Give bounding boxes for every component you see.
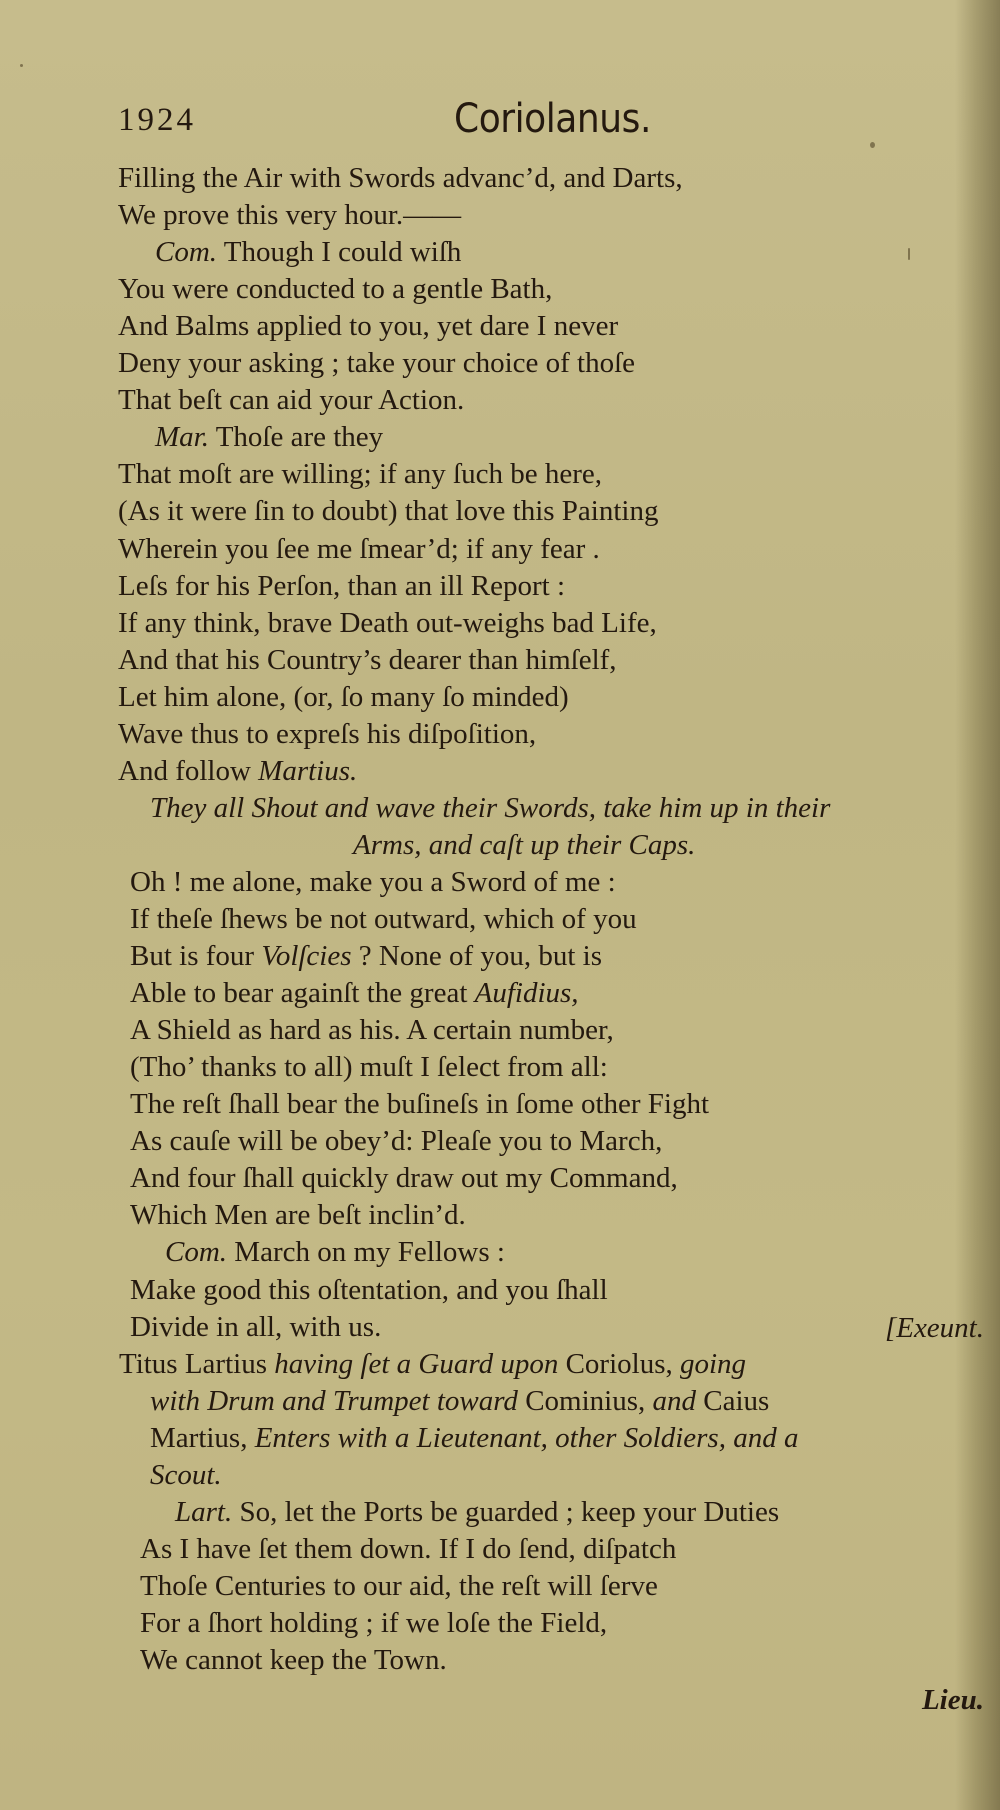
italic-segment: Scout. (150, 1458, 222, 1491)
catchword: Lieu. (921, 1684, 984, 1716)
text-line (130, 1272, 608, 1308)
text-line (118, 382, 464, 418)
text-line (130, 1197, 466, 1233)
italic-segment: and (652, 1384, 696, 1417)
text-line (140, 1642, 447, 1678)
text-line (140, 1531, 676, 1567)
page-header (0, 96, 1000, 146)
text-segment: If any think, brave Death out-weighs bad Life, (118, 606, 657, 639)
text-line (118, 308, 618, 344)
text-line (118, 531, 600, 567)
text-line (175, 1494, 779, 1530)
text-line (118, 345, 635, 381)
text-segment: Though I could wiſh (217, 236, 462, 269)
text-segment: March on my Fellows : (227, 1236, 505, 1269)
text-line (118, 493, 658, 529)
text-segment: Titus Lartius (119, 1347, 275, 1380)
text-line (130, 1160, 678, 1196)
text-segment: Martius, (150, 1421, 255, 1454)
stage-direction-exeunt: [Exeunt. (884, 1312, 984, 1344)
text-segment: That beſt can aid your Action. (118, 384, 465, 417)
italic-segment: Enters with a Lieutenant, other Soldiers, and a (254, 1421, 799, 1454)
text-line (155, 419, 383, 455)
italic-segment: Mar. (155, 421, 209, 454)
text-line (118, 716, 536, 752)
text-segment: Which Men are beſt inclin’d. (130, 1199, 466, 1232)
running-title: Coriolanus. (454, 96, 651, 142)
italic-segment: Com. (165, 1236, 228, 1269)
text-line (140, 1605, 607, 1641)
ink-speck (20, 64, 23, 67)
text-segment: Thoſe Centuries to our aid, the reſt will ſerve (140, 1569, 658, 1602)
text-segment: (As it were ſin to doubt) that love this Painting (118, 495, 659, 528)
ink-speck (870, 142, 875, 148)
text-segment: Oh ! me alone, make you a Sword of me : (130, 865, 616, 898)
text-segment: The reſt ſhall bear the buſineſs in ſome other Fight (130, 1088, 710, 1121)
text-segment: A Shield as hard as his. A certain number, (130, 1014, 614, 1047)
text-segment: Leſs for his Perſon, than an ill Report : (118, 569, 566, 602)
text-line (118, 642, 617, 678)
text-segment: And that his Country’s dearer than himſelf, (118, 643, 617, 676)
text-segment: Wave thus to expreſs his diſpoſition, (118, 717, 537, 750)
text-line (118, 197, 461, 233)
text-segment: But is four (130, 940, 262, 973)
text-segment: (Tho’ thanks to all) muſt I ſelect from all: (130, 1051, 608, 1084)
text-line (130, 1309, 381, 1345)
text-line (150, 790, 830, 826)
text-segment: We prove this very hour.—— (118, 199, 462, 232)
text-segment: As cauſe will be obey’d: Pleaſe you to March, (130, 1125, 663, 1158)
text-line (118, 271, 552, 307)
text-line (118, 753, 357, 789)
text-line (150, 1420, 798, 1456)
text-line (165, 1234, 505, 1270)
text-line (119, 1346, 746, 1382)
text-line (118, 568, 565, 604)
text-line (130, 901, 637, 937)
text-segment: Let him alone, (or, ſo many ſo minded) (118, 680, 569, 713)
text-segment: Filling the Air with Swords advanc’d, and Darts, (118, 162, 683, 194)
text-line (130, 1086, 709, 1122)
text-line (155, 234, 461, 270)
italic-segment: They all Shout and wave their Swords, take him up in their (150, 791, 831, 824)
text-segment: ? None of you, but is (351, 940, 603, 973)
italic-segment: with Drum and Trumpet toward (150, 1384, 518, 1417)
text-segment: That moſt are willing; if any ſuch be here, (118, 458, 602, 491)
text-line (353, 827, 695, 863)
text-segment: We cannot keep the Town. (140, 1644, 447, 1676)
text-segment: Coriolus, (558, 1347, 680, 1380)
text-segment: So, let the Ports be guarded ; keep your Duties (232, 1495, 780, 1528)
text-line (118, 679, 569, 715)
text-line (118, 160, 683, 196)
text-segment: Thoſe are they (208, 421, 384, 454)
text-segment: And four ſhall quickly draw out my Command, (130, 1162, 678, 1195)
text-line (140, 1568, 658, 1604)
italic-segment: Lart. (175, 1495, 233, 1528)
text-segment: Caius (696, 1384, 770, 1417)
italic-segment: Volſcies (261, 940, 352, 973)
text-segment: If theſe ſhews be not outward, which of you (130, 903, 637, 935)
text-line (130, 1012, 614, 1048)
text-segment: Able to bear againſt the great (130, 977, 475, 1010)
text-line (130, 1049, 608, 1085)
text-segment: Cominius, (517, 1384, 653, 1417)
text-line (130, 864, 616, 900)
text-line (150, 1383, 769, 1419)
text-segment: Deny your asking ; take your choice of thoſe (118, 347, 636, 380)
italic-segment: having ſet a Guard upon (274, 1347, 559, 1380)
text-segment: Divide in all, with us. (130, 1310, 382, 1343)
italic-segment: Com. (155, 236, 218, 269)
text-segment: And Balms applied to you, yet dare I never (118, 310, 619, 343)
text-segment: For a ſhort holding ; if we loſe the Field, (140, 1606, 608, 1639)
text-line (130, 938, 602, 974)
italic-segment: Martius. (258, 754, 358, 787)
ink-speck (908, 248, 910, 260)
text-line (150, 1457, 222, 1493)
text-line (130, 1123, 662, 1159)
page-number: 1924 (118, 102, 196, 138)
italic-segment: Aufidius, (474, 977, 579, 1010)
text-line (130, 975, 579, 1011)
text-segment: Wherein you ſee me ſmear’d; if any fear . (118, 532, 600, 565)
text-line (118, 605, 657, 641)
text-segment: You were conducted to a gentle Bath, (118, 273, 553, 306)
italic-segment: Arms, and caſt up their Caps. (353, 828, 696, 861)
text-line (118, 456, 602, 492)
text-segment: Make good this oſtentation, and you ſhall (130, 1273, 608, 1306)
text-segment: As I have ſet them down. If I do ſend, diſpatch (140, 1532, 677, 1565)
text-segment: And follow (118, 754, 259, 787)
italic-segment: going (679, 1347, 747, 1380)
